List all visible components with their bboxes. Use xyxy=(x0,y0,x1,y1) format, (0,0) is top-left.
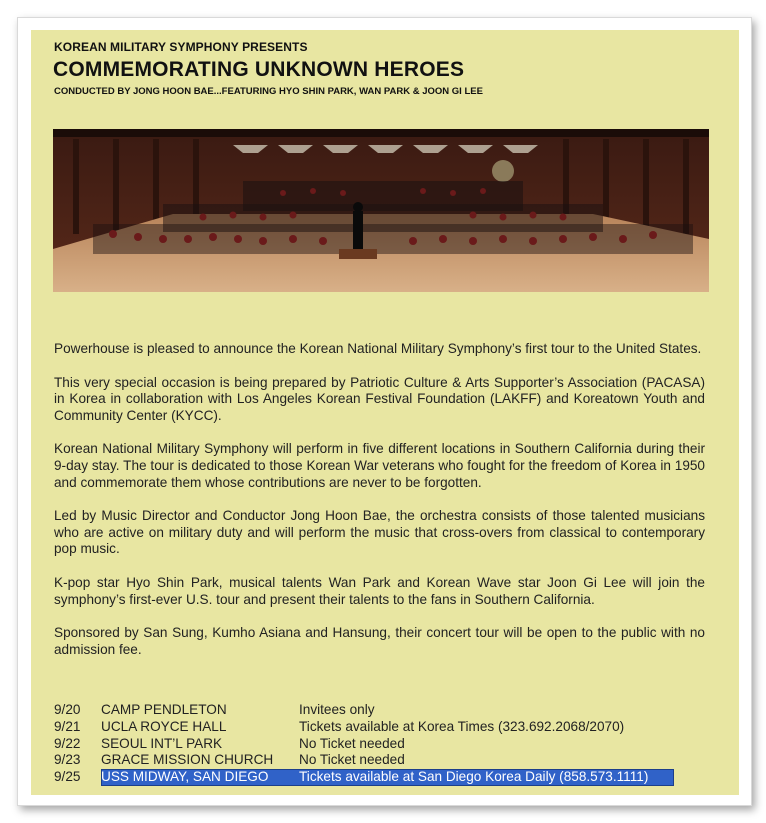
schedule-date: 9/23 xyxy=(54,752,81,768)
paragraph-orchestra: Led by Music Director and Conductor Jong Hoon Bae, the orchestra consists of those talented musicians who are active on military duty and will perform the music that cross-overs from classical to contemporary pop music. xyxy=(54,508,705,557)
schedule-ticket-info: No Ticket needed xyxy=(299,752,405,768)
schedule-ticket-info[interactable]: Tickets available at San Diego Korea Daily (858.573.1111) xyxy=(299,769,649,785)
schedule-date: 9/25 xyxy=(54,769,81,785)
orchestra-photo xyxy=(53,129,709,292)
presenter-line: KOREAN MILITARY SYMPHONY PRESENTS xyxy=(54,40,308,54)
paragraph-organizers: This very special occasion is being prepared by Patriotic Culture & Arts Supporter’s Association (PACASA) in Korea in collaboration with Los Angeles Korean Festival Foundation (LAKFF) and Koreatown Youth and Community Center (KYCC). xyxy=(54,374,705,423)
orchestra-photo-illustration xyxy=(53,129,709,292)
credits-line: CONDUCTED BY JONG HOON BAE...FEATURING HYO SHIN PARK, WAN PARK & JOON GI LEE xyxy=(54,86,483,97)
schedule-ticket-info: Invitees only xyxy=(299,702,375,717)
paragraph-sponsors: Sponsored by San Sung, Kumho Asiana and Hansung, their concert tour will be open to the public with no admission fee. xyxy=(54,625,705,657)
schedule-date: 9/21 xyxy=(54,718,81,734)
schedule-ticket-info: No Ticket needed xyxy=(299,735,405,751)
schedule-date: 9/20 xyxy=(54,702,81,717)
schedule-ticket-info: Tickets available at Korea Times (323.692.2068/2070) xyxy=(299,718,625,734)
paragraph-intro: Powerhouse is pleased to announce the Korean National Military Symphony’s first tour to the United States. xyxy=(54,341,702,356)
poster-frame xyxy=(17,17,752,806)
paragraph-guests: K-pop star Hyo Shin Park, musical talents Wan Park and Korean Wave star Joon Gi Lee will join the symphony’s first-ever U.S. tour and present their talents to the fans in Southern California. xyxy=(54,574,705,607)
schedule-venue: GRACE MISSION CHURCH xyxy=(101,752,274,768)
schedule-venue: UCLA ROYCE HALL xyxy=(101,718,227,734)
poster xyxy=(31,30,739,795)
poster-title: COMMEMORATING UNKNOWN HEROES xyxy=(53,58,465,81)
paragraph-tour: Korean National Military Symphony will perform in five different locations in Southern California during their 9-day stay. The tour is dedicated to those Korean War veterans who fought for the freedom of Korea in 1950 and commemorate them whose contributions are never to be forgotten. xyxy=(54,441,705,490)
schedule-venue[interactable]: USS MIDWAY, SAN DIEGO xyxy=(101,769,269,785)
schedule-venue: CAMP PENDLETON xyxy=(101,702,227,717)
announcement-body xyxy=(54,341,705,675)
schedule-date: 9/22 xyxy=(54,735,81,751)
schedule-venue: SEOUL INT’L PARK xyxy=(101,735,223,751)
